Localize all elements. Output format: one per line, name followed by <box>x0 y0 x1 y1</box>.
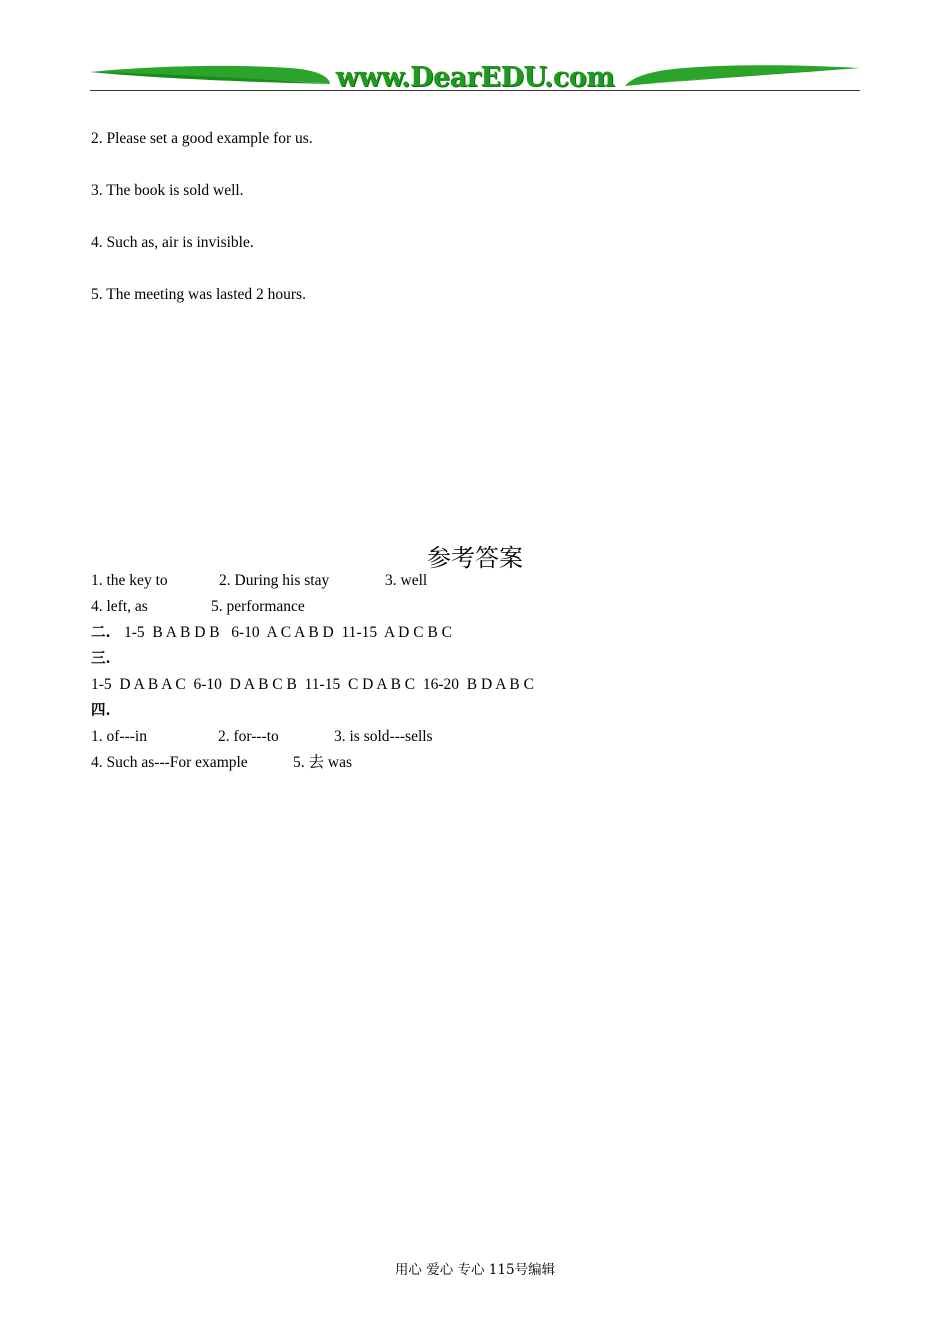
answer-key-text: 1-5 B A B D B 6-10 A C A B D 11-15 A D C B C <box>124 624 453 641</box>
answer-item: 2. for---to <box>218 728 279 745</box>
section-label: 二. <box>91 624 111 641</box>
section-label: 四. <box>91 702 111 719</box>
page-footer: 用心 爱心 专心 115号编辑 <box>394 1262 556 1278</box>
answer-item: 3. is sold---sells <box>334 728 433 745</box>
site-header-banner <box>90 60 860 94</box>
answer-item: 2. During his stay <box>219 572 330 589</box>
answer-item: 5. performance <box>211 598 305 615</box>
answer-item: 3. well <box>385 572 428 589</box>
answer-key-text: 1-5 D A B A C 6-10 D A B C B 11-15 C D A B C 16-20 B D A B C <box>91 676 534 693</box>
answer-item: 1. the key to <box>91 572 168 589</box>
question-line: 5. The meeting was lasted 2 hours. <box>91 286 306 303</box>
answers-title: 参考答案 <box>427 544 523 572</box>
answer-item: 1. of---in <box>91 728 147 745</box>
question-line: 2. Please set a good example for us. <box>91 130 313 147</box>
section-label: 三. <box>91 650 111 667</box>
answer-item: 4. Such as---For example <box>91 754 248 771</box>
answer-item: 5. 去 was <box>293 754 352 771</box>
answer-item: 4. left, as <box>91 598 148 615</box>
question-line: 3. The book is sold well. <box>91 182 244 199</box>
header-divider <box>90 90 860 91</box>
question-line: 4. Such as, air is invisible. <box>91 234 254 251</box>
site-logo-text: www.DearEDU.com <box>335 62 615 93</box>
